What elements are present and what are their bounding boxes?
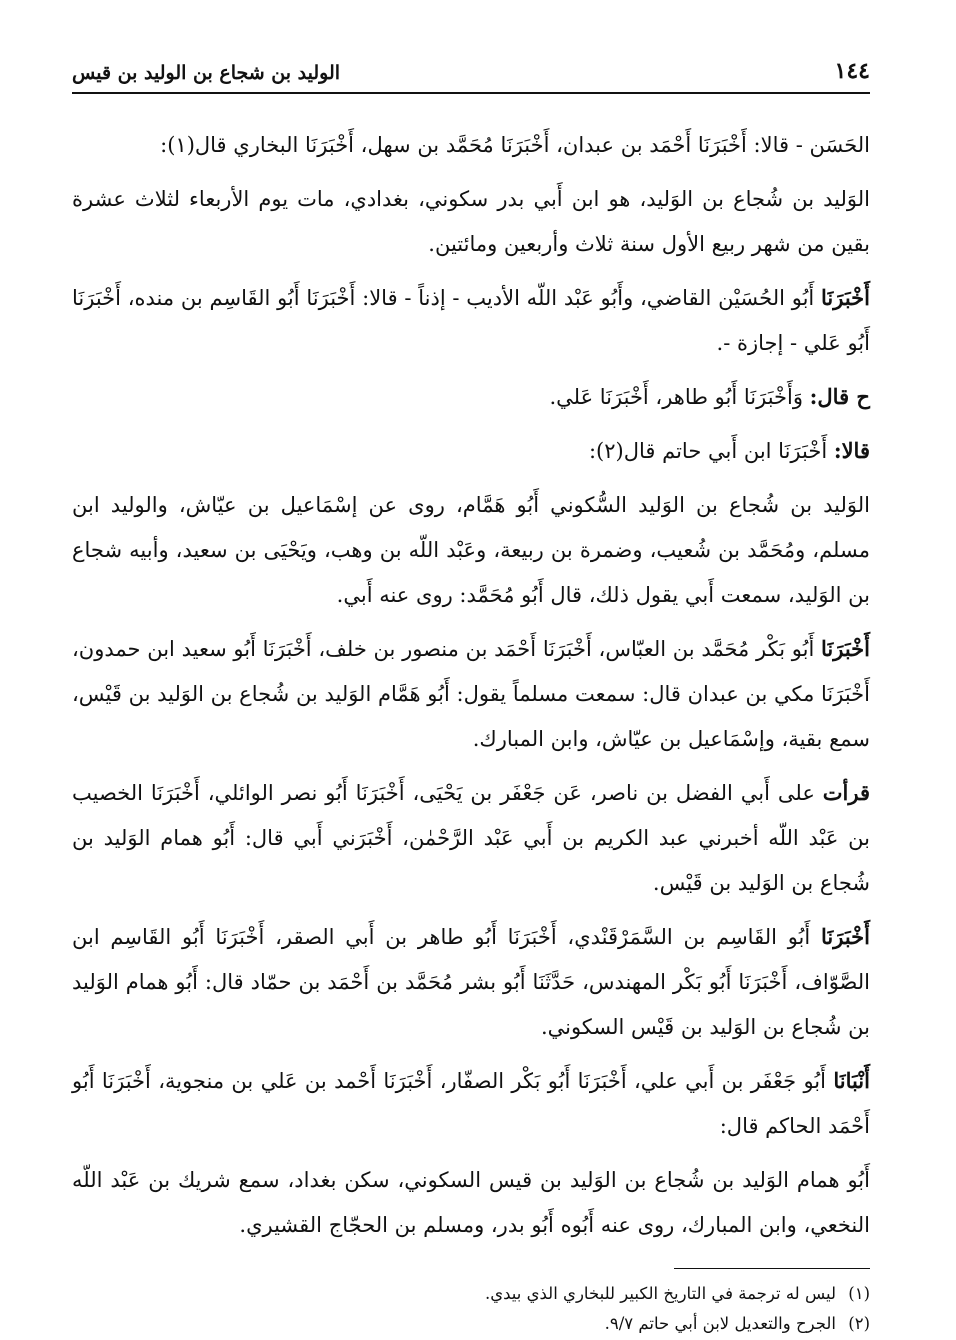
paragraph-text: أَبُو بَكْر مُحَمَّد بن العبّاس، أَخْبَرَنَا أَحْمَد بن منصور بن خلف، أَخْبَرَنَا أَبُو سعيد ابن حمدون، أَخْبَرَنَا مكي بن عبدان قال: سمعت مسلماً يقول: أَبُو هَمَّام الوَليد بن شُجاع بن الوَليد بن قَيْس، سمع بقية، وإسْمَاعيل بن عيّاش، وابن المبارك.	[72, 637, 870, 751]
paragraph-text: الحَسَن - قالا: أَخْبَرَنَا أَحْمَد بن عبدان، أَخْبَرَنَا مُحَمَّد بن سهل، أَخْبَرَنَا البخاري قال(١):	[160, 133, 870, 157]
paragraph-lead: أَخْبَرَنَا	[821, 636, 870, 661]
paragraph	[72, 428, 870, 474]
paragraph	[72, 770, 870, 906]
paragraph-lead: أَخْبَرَنَا	[821, 924, 870, 949]
paragraph-text: الوَليد بن شُجاع بن الوَليد، هو ابن أَبي بدر سكوني، بغدادي، مات يوم الأربعاء لثلاث عشرة بقين من شهر ربيع الأول سنة ثلاث وأربعين ومائتين.	[72, 187, 870, 256]
footnote-text: الجرح والتعديل لابن أبي حاتم ٩/٧.	[604, 1314, 836, 1333]
paragraph	[72, 122, 870, 168]
paragraph	[72, 626, 870, 762]
paragraph-lead: أَنْبَانَا	[833, 1068, 870, 1093]
paragraph-lead: قالا:	[833, 438, 870, 463]
paragraph	[72, 482, 870, 618]
page-header	[72, 58, 870, 94]
footnote-separator	[674, 1268, 870, 1269]
paragraph	[72, 176, 870, 267]
paragraph	[72, 374, 870, 420]
paragraph-text: وَأَخْبَرَنَا أَبُو طاهر، أَخْبَرَنَا عَلي.	[549, 385, 810, 409]
footnote-number: (٢)	[848, 1314, 870, 1333]
paragraph-text: على أَبي الفضل بن ناصر، عَن جَعْفَر بن يَحْيَى، أَخْبَرَنَا أَبُو نصر الوائلي، أَخْبَرَنَا الخصيب بن عَبْد اللّه أخبرني عبد الكريم بن أَبي عَبْد الرَّحْمٰن، أَخْبَرَني أَبي قال: أَبُو همام الوَليد بن شُجاع بن الوَليد بن قَيْس.	[72, 781, 870, 895]
paragraph	[72, 275, 870, 366]
footnote	[72, 1279, 870, 1309]
footnotes	[72, 1279, 870, 1339]
paragraph-text: أَبُو القَاسِم بن السَّمَرْقَنْدي، أَخْبَرَنَا أَبُو طاهر بن أَبي الصقر، أَخْبَرَنَا أَبُو القَاسِم ابن الصَّوّاف، أَخْبَرَنَا أَبُو بَكْر المهندس، حَدَّثَنَا أَبُو بشر مُحَمَّد بن أَحْمَد بن حمّاد قال: أَبُو همام الوَليد بن شُجاع بن الوَليد بن قَيْس السكوني.	[72, 925, 870, 1039]
running-title: الوليد بن شجاع بن الوليد بن قيس	[72, 62, 341, 84]
paragraph	[72, 914, 870, 1050]
paragraph-text: الوَليد بن شُجاع بن الوَليد السُّكوني أَبُو هَمَّام، روى عن إسْمَاعيل بن عيّاش، والوليد ابن مسلم، ومُحَمَّد بن شُعيب، وضمرة بن ربيعة، وعَبْد اللّه بن وهب، ويَحْيَى بن سعيد، وأبيه شجاع بن الوَليد، سمعت أَبي يقول ذلك، قال أَبُو مُحَمَّد: روى عنه أَبي.	[72, 493, 870, 607]
paragraph-text: أَخْبَرَنَا ابن أَبي حاتم قال(٢):	[588, 439, 834, 463]
paragraph	[72, 1058, 870, 1149]
paragraph-text: أَبُو همام الوَليد بن شُجاع بن الوَليد بن قيس السكوني، سكن بغداد، سمع شريك بن عَبْد اللّه النخعي، وابن المبارك، روى عنه أَبُوه أَبُو بدر، ومسلم بن الحجّاج القشيري.	[72, 1168, 870, 1237]
paragraph-text: أَبُو الحُسَيْن القاضي، وأَبُو عَبْد اللّه الأديب - إذناً - قالا: أَخْبَرَنَا أَبُو القَاسِم بن منده، أَخْبَرَنَا أَبُو عَلي - إجازة -.	[72, 286, 870, 355]
page-number: ١٤٤	[834, 58, 870, 84]
paragraph-text: أَبُو جَعْفَر بن أَبي علي، أَخْبَرَنَا أَبُو بَكْر الصفّار، أَخْبَرَنَا أَحْمد بن عَلي بن منجوية، أَخْبَرَنَا أَبُو أَحْمَد الحاكم قال:	[72, 1069, 870, 1138]
paragraph	[72, 1157, 870, 1248]
footnote-number: (١)	[848, 1284, 870, 1303]
paragraph-lead: قرأت	[822, 780, 870, 805]
main-text	[72, 122, 870, 1248]
paragraph-lead: ح قال:	[809, 384, 870, 409]
paragraph-lead: أَخْبَرَنَا	[821, 285, 870, 310]
footnote-text: ليس له ترجمة في التاريخ الكبير للبخاري الذي بيدي.	[484, 1284, 836, 1303]
footnote	[72, 1309, 870, 1339]
